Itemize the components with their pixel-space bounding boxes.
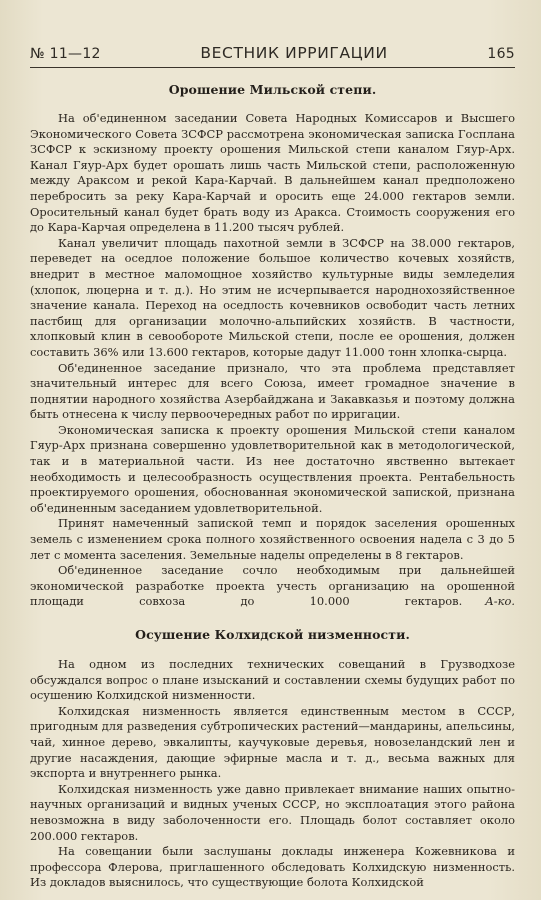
paragraph-text: Об'единенное заседание сочло необходимым при дальнейшей экономической разработке проекта учесть организацию на орошенной площади совхоза до 10.000 гектаров. bbox=[30, 563, 515, 609]
paragraph: На совещании были заслушаны доклады инженера Кожевникова и профессора Флерова, приглашенного обследовать Колхидскую низменность. Из докладов выяснилось, что существующие болота Колхидской bbox=[30, 844, 515, 890]
article-body bbox=[30, 657, 515, 891]
paragraph: Колхидская низменность уже давно привлекает внимание наших опытно-научных организаций и видных ученых СССР, но эксплоатация этого района невозможна в виду заболоченности его. Площадь болот составляет около 200.000 гектаров. bbox=[30, 781, 515, 843]
paragraph: Об'единенное заседание признало, что эта проблема представляет значительный интерес для всего Союза, имеет громадное значение в поднятии народного хозяйства Азербайджана и Закавказья и поэтому должна быть отнесена к числу первоочередных работ по ирригации. bbox=[30, 360, 515, 422]
page-number: 165 bbox=[487, 46, 515, 62]
issue-number: № 11—12 bbox=[30, 46, 101, 62]
paragraph: На одном из последних технических совещаний в Грузводхозе обсуждался вопрос о плане изысканий и составлении схемы будущих работ по осушению Колхидской низменности. bbox=[30, 657, 515, 703]
paragraph-with-signature bbox=[30, 563, 515, 610]
author-signature: А-ко. bbox=[485, 594, 515, 609]
paragraph: На об'единенном заседании Совета Народных Комиссаров и Высшего Экономического Совета ЗСФСР рассмотрена экономическая записка Госплана ЗСФСР к эскизному проекту орошения Мильской степи каналом Гяур-Арх. Канал Гяур-Арх будет орошать лишь часть Мильской степи, расположенную между Араксом и рекой Кара-Карчай. В дальнейшем канал предположено перебросить за реку Кара-Карчай и оросить еще 24.000 гектаров земли. Оросительный канал будет брать воду из Аракса. Стоимость сооружения его до Кара-Карчая определена в 11.200 тысяч рублей. bbox=[30, 111, 515, 235]
article-body bbox=[30, 111, 515, 610]
paragraph: Принят намеченный запиской темп и порядок заселения орошенных земель с изменением срока полного хозяйственного освоения надела с 3 до 5 лет с момента заселения. Земельные наделы определены в 8 гектаров. bbox=[30, 516, 515, 562]
running-header bbox=[30, 0, 515, 62]
article-title: Осушение Колхидской низменности. bbox=[135, 627, 410, 642]
journal-title: ВЕСТНИК ИРРИГАЦИИ bbox=[200, 44, 388, 62]
header-rule bbox=[30, 67, 515, 68]
article-milskaya-steppe bbox=[30, 82, 515, 610]
article-title: Орошение Мильской степи. bbox=[168, 82, 377, 97]
article-kolkhida-lowland bbox=[30, 627, 515, 891]
paragraph: Экономическая записка к проекту орошения Мильской степи каналом Гяур-Арх признана совершенно удовлетворительной как в методологической, так и в материальной части. Из нее достаточно явственно вытекает необходимость и целесообразность осуществления проекта. Рентабельность проектируемого орошения, обоснованная экономической запиской, признана об'единенным заседанием удовлетворительной. bbox=[30, 422, 515, 515]
paragraph: Канал увеличит площадь пахотной земли в ЗСФСР на 38.000 гектаров, переведет на оседлое положение большое количество кочевых хозяйств, внедрит в местное маломощное хозяйство культурные виды земледелия (хлопок, люцерна и т. д.). Но этим не исчерпывается народнохозяйственное значение канала. Переход на оседлость кочевников освободит часть летних пастбищ для организации молочно-альпийских хозяйств. В частности, хлопковый клин в севообороте Мильской степи, после ее орошения, должен составить 36% или 13.600 гектаров, которые дадут 11.000 тонн хлопка-сырца. bbox=[30, 235, 515, 359]
paragraph: Колхидская низменность является единственным местом в СССР, пригодным для разведения субтропических растений—мандарины, апельсины, чай, хинное дерево, эвкалипты, каучуковые деревья, новозеландский лен и другие насаждения, дающие эфирные масла и т. д., весьма важных для экспорта и внутреннего рынка. bbox=[30, 703, 515, 781]
